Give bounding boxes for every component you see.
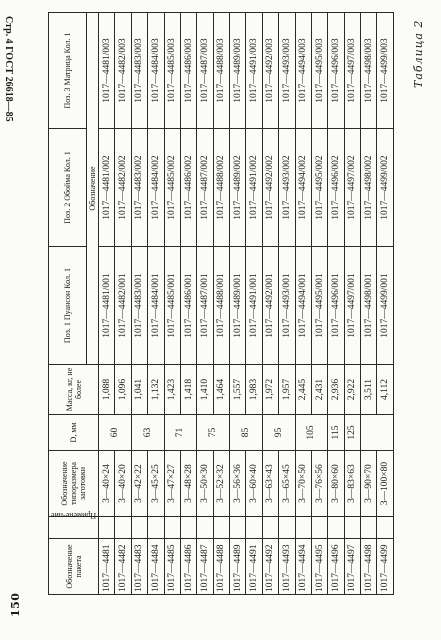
table-row <box>328 13 344 595</box>
cell-diameter <box>361 415 394 451</box>
cell-blank-size: 3—63×43 <box>262 451 278 517</box>
cell-blank-size: 3—56×36 <box>230 451 246 517</box>
cell-diameter: 125 <box>344 415 360 451</box>
cell-diameter: 115 <box>328 415 344 451</box>
cell-pos1: 1017—4491/001 <box>246 247 262 365</box>
cell-application <box>164 517 180 539</box>
cell-application <box>197 517 213 539</box>
cell-application <box>344 517 360 539</box>
cell-pos1: 1017—4499/001 <box>377 247 394 365</box>
cell-application <box>377 517 394 539</box>
cell-pos3: 1017—4481/003 <box>99 13 115 129</box>
cell-pos2: 1017—4491/002 <box>246 129 262 247</box>
cell-pos3: 1017—4498/003 <box>361 13 377 129</box>
cell-pos2: 1017—4481/002 <box>99 129 115 247</box>
cell-mass: 1,972 <box>262 365 278 415</box>
cell-application <box>279 517 295 539</box>
cell-pos3: 1017—4487/003 <box>197 13 213 129</box>
table-row <box>230 13 246 595</box>
cell-application <box>311 517 327 539</box>
table-row <box>197 13 213 595</box>
cell-pos2: 1017—4489/002 <box>230 129 246 247</box>
col-header-diameter: D, мм <box>49 415 99 451</box>
table-row <box>148 13 164 595</box>
cell-designation: 1017—4497 <box>344 539 360 595</box>
cell-pos3: 1017—4499/003 <box>377 13 394 129</box>
cell-pos3: 1017—4482/003 <box>115 13 131 129</box>
table-body <box>99 13 394 595</box>
cell-designation: 1017—4482 <box>115 539 131 595</box>
cell-pos2: 1017—4487/002 <box>197 129 213 247</box>
cell-designation: 1017—4493 <box>279 539 295 595</box>
cell-pos3: 1017—4491/003 <box>246 13 262 129</box>
cell-blank-size: 3—60×40 <box>246 451 262 517</box>
cell-pos3: 1017—4489/003 <box>230 13 246 129</box>
table-row <box>164 13 180 595</box>
cell-mass: 1,088 <box>99 365 115 415</box>
cell-designation: 1017—4498 <box>361 539 377 595</box>
cell-mass: 2,431 <box>311 365 327 415</box>
cell-pos1: 1017—4487/001 <box>197 247 213 365</box>
cell-blank-size: 3—45×25 <box>148 451 164 517</box>
running-header-wrap <box>3 10 20 122</box>
col-header-application <box>49 510 99 539</box>
table-label: Таблица 2 <box>412 19 425 88</box>
cell-pos1: 1017—4481/001 <box>99 247 115 365</box>
cell-mass: 1,418 <box>180 365 196 415</box>
cell-designation: 1017—4489 <box>230 539 246 595</box>
cell-designation: 1017—4492 <box>262 539 278 595</box>
col-header-oboznachenie: Обозначение <box>87 13 99 365</box>
cell-pos3: 1017—4484/003 <box>148 13 164 129</box>
cell-designation: 1017—4491 <box>246 539 262 595</box>
cell-designation: 1017—4485 <box>164 539 180 595</box>
running-header: Стр. 4 ГОСТ 26618—85 <box>3 16 14 122</box>
cell-pos2: 1017—4486/002 <box>180 129 196 247</box>
cell-pos1: 1017—4494/001 <box>295 247 311 365</box>
cell-pos1: 1017—4489/001 <box>230 247 246 365</box>
cell-application <box>148 517 164 539</box>
table-row <box>99 13 115 595</box>
cell-blank-size: 3—42×22 <box>131 451 147 517</box>
cell-diameter: 95 <box>262 415 295 451</box>
cell-pos3: 1017—4483/003 <box>131 13 147 129</box>
cell-diameter: 63 <box>131 415 164 451</box>
table-row <box>180 13 196 595</box>
table-row <box>246 13 262 595</box>
cell-blank-size: 3—83×63 <box>344 451 360 517</box>
cell-pos2: 1017—4496/002 <box>328 129 344 247</box>
cell-pos2: 1017—4495/002 <box>311 129 327 247</box>
cell-mass: 2,922 <box>344 365 360 415</box>
cell-designation: 1017—4494 <box>295 539 311 595</box>
cell-blank-size: 3—48×28 <box>180 451 196 517</box>
cell-pos1: 1017—4483/001 <box>131 247 147 365</box>
cell-blank-size: 3—40×20 <box>115 451 131 517</box>
cell-application <box>262 517 278 539</box>
data-table <box>48 12 394 595</box>
col-header-designation: Обозначение пакета <box>49 539 99 595</box>
cell-pos3: 1017—4497/003 <box>344 13 360 129</box>
table-row <box>262 13 278 595</box>
table-row <box>311 13 327 595</box>
cell-application <box>361 517 377 539</box>
cell-designation: 1017—4488 <box>213 539 229 595</box>
table-row <box>377 13 394 595</box>
cell-mass: 1,410 <box>197 365 213 415</box>
cell-application <box>99 517 115 539</box>
cell-mass: 1,132 <box>148 365 164 415</box>
cell-pos1: 1017—4492/001 <box>262 247 278 365</box>
cell-mass: 1,957 <box>279 365 295 415</box>
cell-pos2: 1017—4498/002 <box>361 129 377 247</box>
cell-diameter: 85 <box>230 415 263 451</box>
col-header-pos1: Поз. 1 Пуансон Кол. 1 <box>49 247 87 365</box>
col-header-pos3: Поз. 3 Матрица Кол. 1 <box>49 13 87 129</box>
table-row <box>131 13 147 595</box>
col-header-mass: Масса, кг, не более <box>49 365 99 415</box>
table-row <box>213 13 229 595</box>
cell-designation: 1017—4483 <box>131 539 147 595</box>
col-header-application-text: Примене-ние <box>50 510 97 520</box>
cell-blank-size: 3—80×60 <box>328 451 344 517</box>
cell-pos1: 1017—4493/001 <box>279 247 295 365</box>
cell-pos1: 1017—4498/001 <box>361 247 377 365</box>
page-number: 150 <box>9 592 22 617</box>
cell-mass: 3,511 <box>361 365 377 415</box>
cell-diameter: 105 <box>295 415 328 451</box>
cell-diameter: 75 <box>197 415 230 451</box>
cell-application <box>115 517 131 539</box>
cell-mass: 1,557 <box>230 365 246 415</box>
cell-pos3: 1017—4488/003 <box>213 13 229 129</box>
cell-pos3: 1017—4486/003 <box>180 13 196 129</box>
cell-pos3: 1017—4495/003 <box>311 13 327 129</box>
cell-mass: 1,423 <box>164 365 180 415</box>
cell-blank-size: 3—40×24 <box>99 451 115 517</box>
table-row <box>295 13 311 595</box>
table-row <box>115 13 131 595</box>
cell-pos1: 1017—4484/001 <box>148 247 164 365</box>
cell-mass: 1,464 <box>213 365 229 415</box>
table-row <box>344 13 360 595</box>
cell-application <box>246 517 262 539</box>
cell-mass: 4,112 <box>377 365 394 415</box>
cell-blank-size: 3—47×27 <box>164 451 180 517</box>
cell-pos2: 1017—4494/002 <box>295 129 311 247</box>
cell-pos2: 1017—4488/002 <box>213 129 229 247</box>
cell-blank-size: 3—100×80 <box>377 451 394 517</box>
cell-mass: 1,096 <box>115 365 131 415</box>
cell-mass: 1,983 <box>246 365 262 415</box>
cell-pos3: 1017—4492/003 <box>262 13 278 129</box>
cell-pos1: 1017—4488/001 <box>213 247 229 365</box>
cell-pos2: 1017—4484/002 <box>148 129 164 247</box>
cell-designation: 1017—4496 <box>328 539 344 595</box>
cell-designation: 1017—4484 <box>148 539 164 595</box>
cell-pos2: 1017—4482/002 <box>115 129 131 247</box>
cell-designation: 1017—4481 <box>99 539 115 595</box>
cell-pos2: 1017—4497/002 <box>344 129 360 247</box>
cell-pos3: 1017—4493/003 <box>279 13 295 129</box>
cell-pos2: 1017—4499/002 <box>377 129 394 247</box>
cell-mass: 1,041 <box>131 365 147 415</box>
cell-designation: 1017—4487 <box>197 539 213 595</box>
cell-pos1: 1017—4495/001 <box>311 247 327 365</box>
cell-pos2: 1017—4483/002 <box>131 129 147 247</box>
cell-application <box>328 517 344 539</box>
cell-application <box>131 517 147 539</box>
cell-application <box>180 517 196 539</box>
cell-blank-size: 3—90×70 <box>361 451 377 517</box>
col-header-blank-size: Обозначение типоразмера заготовки <box>49 451 99 517</box>
cell-pos2: 1017—4492/002 <box>262 129 278 247</box>
cell-pos1: 1017—4496/001 <box>328 247 344 365</box>
cell-designation: 1017—4499 <box>377 539 394 595</box>
cell-designation: 1017—4486 <box>180 539 196 595</box>
cell-diameter: 60 <box>99 415 132 451</box>
cell-pos1: 1017—4482/001 <box>115 247 131 365</box>
cell-pos3: 1017—4494/003 <box>295 13 311 129</box>
cell-pos1: 1017—4485/001 <box>164 247 180 365</box>
cell-application <box>295 517 311 539</box>
cell-pos3: 1017—4496/003 <box>328 13 344 129</box>
cell-blank-size: 3—50×30 <box>197 451 213 517</box>
cell-pos1: 1017—4486/001 <box>180 247 196 365</box>
col-header-pos2: Поз. 2 Обойма Кол. 1 <box>49 129 87 247</box>
cell-pos3: 1017—4485/003 <box>164 13 180 129</box>
cell-pos1: 1017—4497/001 <box>344 247 360 365</box>
table-row <box>279 13 295 595</box>
cell-pos2: 1017—4493/002 <box>279 129 295 247</box>
cell-pos2: 1017—4485/002 <box>164 129 180 247</box>
table-row <box>361 13 377 595</box>
cell-application <box>230 517 246 539</box>
cell-application <box>213 517 229 539</box>
cell-blank-size: 3—76×56 <box>311 451 327 517</box>
cell-blank-size: 3—65×45 <box>279 451 295 517</box>
cell-diameter: 71 <box>164 415 197 451</box>
cell-mass: 2,445 <box>295 365 311 415</box>
cell-blank-size: 3—70×50 <box>295 451 311 517</box>
cell-mass: 2,936 <box>328 365 344 415</box>
cell-blank-size: 3—52×32 <box>213 451 229 517</box>
cell-designation: 1017—4495 <box>311 539 327 595</box>
